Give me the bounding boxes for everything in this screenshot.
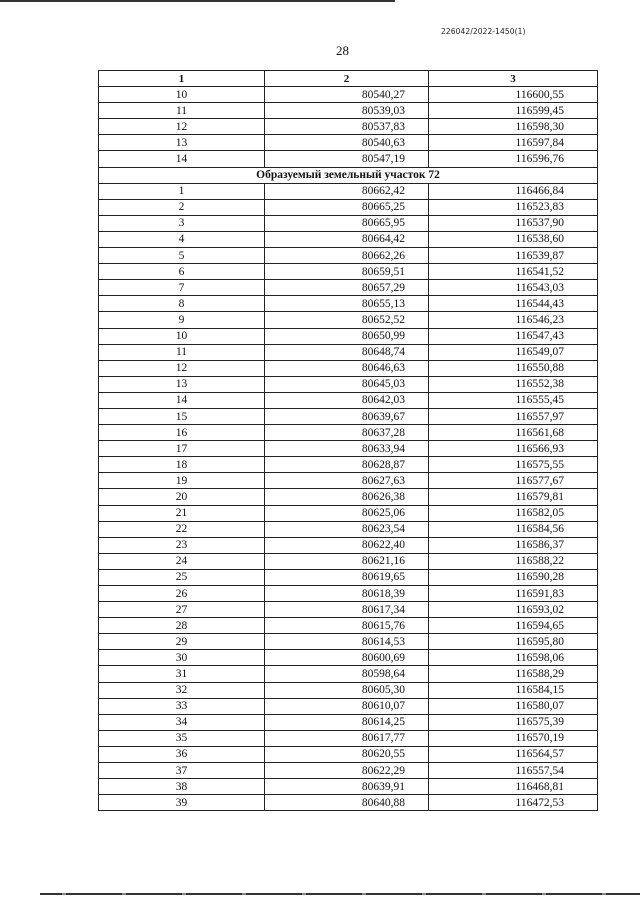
coordinate-x-cell: 80547,19 <box>265 151 429 167</box>
coordinate-y-cell: 116550,88 <box>429 360 598 376</box>
table-row <box>99 457 598 473</box>
point-number-cell: 15 <box>99 408 265 424</box>
coordinate-y-cell: 116566,93 <box>429 441 598 457</box>
table-row <box>99 682 598 698</box>
point-number-cell: 7 <box>99 280 265 296</box>
table-row <box>99 280 598 296</box>
point-number-cell: 24 <box>99 553 265 569</box>
coordinate-y-cell: 116544,43 <box>429 296 598 312</box>
coordinate-x-cell: 80623,54 <box>265 521 429 537</box>
point-number-cell: 25 <box>99 569 265 585</box>
point-number-cell: 35 <box>99 730 265 746</box>
coordinate-y-cell: 116555,45 <box>429 392 598 408</box>
coordinate-y-cell: 116543,03 <box>429 280 598 296</box>
coordinate-y-cell: 116595,80 <box>429 634 598 650</box>
table-row <box>99 312 598 328</box>
point-number-cell: 13 <box>99 135 265 151</box>
coordinate-x-cell: 80620,55 <box>265 746 429 762</box>
table-row <box>99 360 598 376</box>
coordinate-y-cell: 116564,57 <box>429 746 598 762</box>
coordinate-y-cell: 116546,23 <box>429 312 598 328</box>
table-row <box>99 714 598 730</box>
point-number-cell: 26 <box>99 586 265 602</box>
coordinate-y-cell: 116588,22 <box>429 553 598 569</box>
point-number-cell: 19 <box>99 473 265 489</box>
table-row <box>99 264 598 280</box>
table-row <box>99 569 598 585</box>
point-number-cell: 3 <box>99 215 265 231</box>
point-number-cell: 5 <box>99 248 265 264</box>
coordinate-y-cell: 116586,37 <box>429 537 598 553</box>
point-number-cell: 12 <box>99 119 265 135</box>
table-row <box>99 473 598 489</box>
coordinate-y-cell: 116547,43 <box>429 328 598 344</box>
coordinate-x-cell: 80598,64 <box>265 666 429 682</box>
coordinate-x-cell: 80628,87 <box>265 457 429 473</box>
point-number-cell: 14 <box>99 151 265 167</box>
coordinate-x-cell: 80642,03 <box>265 392 429 408</box>
page-number: 28 <box>336 43 349 58</box>
coordinate-x-cell: 80650,99 <box>265 328 429 344</box>
coordinate-x-cell: 80662,26 <box>265 248 429 264</box>
coordinate-x-cell: 80600,69 <box>265 650 429 666</box>
coordinate-x-cell: 80664,42 <box>265 231 429 247</box>
coordinate-x-cell: 80639,67 <box>265 408 429 424</box>
point-number-cell: 20 <box>99 489 265 505</box>
point-number-cell: 10 <box>99 87 265 103</box>
coordinate-x-cell: 80627,63 <box>265 473 429 489</box>
coordinate-y-cell: 116472,53 <box>429 795 598 811</box>
point-number-cell: 1 <box>99 183 265 199</box>
coordinate-y-cell: 116599,45 <box>429 103 598 119</box>
point-number-cell: 4 <box>99 231 265 247</box>
table-row <box>99 151 598 167</box>
coordinate-x-cell: 80622,40 <box>265 537 429 553</box>
coordinate-x-cell: 80626,38 <box>265 489 429 505</box>
point-number-cell: 8 <box>99 296 265 312</box>
table-row <box>99 553 598 569</box>
coordinate-y-cell: 116582,05 <box>429 505 598 521</box>
coordinate-y-cell: 116552,38 <box>429 376 598 392</box>
table-row <box>99 537 598 553</box>
coordinate-x-cell: 80657,29 <box>265 280 429 296</box>
table-row <box>99 87 598 103</box>
point-number-cell: 9 <box>99 312 265 328</box>
point-number-cell: 30 <box>99 650 265 666</box>
point-number-cell: 23 <box>99 537 265 553</box>
point-number-cell: 13 <box>99 376 265 392</box>
table-row <box>99 441 598 457</box>
point-number-cell: 27 <box>99 602 265 618</box>
point-number-cell: 11 <box>99 103 265 119</box>
coordinate-x-cell: 80648,74 <box>265 344 429 360</box>
coordinate-y-cell: 116549,07 <box>429 344 598 360</box>
point-number-cell: 28 <box>99 618 265 634</box>
table-row <box>99 296 598 312</box>
table-row <box>99 602 598 618</box>
point-number-cell: 16 <box>99 425 265 441</box>
coordinate-x-cell: 80540,63 <box>265 135 429 151</box>
coordinate-y-cell: 116575,55 <box>429 457 598 473</box>
coordinate-x-cell: 80614,25 <box>265 714 429 730</box>
table-row <box>99 634 598 650</box>
coordinate-y-cell: 116594,65 <box>429 618 598 634</box>
table-row <box>99 779 598 795</box>
coordinate-y-cell: 116468,81 <box>429 779 598 795</box>
point-number-cell: 39 <box>99 795 265 811</box>
coordinate-y-cell: 116598,06 <box>429 650 598 666</box>
coordinate-x-cell: 80625,06 <box>265 505 429 521</box>
coordinate-y-cell: 116577,67 <box>429 473 598 489</box>
table-row <box>99 183 598 199</box>
coordinate-y-cell: 116591,83 <box>429 586 598 602</box>
table-row <box>99 795 598 811</box>
coordinate-y-cell: 116557,54 <box>429 763 598 779</box>
coordinate-x-cell: 80614,53 <box>265 634 429 650</box>
coordinate-x-cell: 80652,52 <box>265 312 429 328</box>
coordinate-y-cell: 116541,52 <box>429 264 598 280</box>
coordinate-y-cell: 116538,60 <box>429 231 598 247</box>
table-row <box>99 328 598 344</box>
coordinate-y-cell: 116466,84 <box>429 183 598 199</box>
top-rule <box>0 0 395 2</box>
table-row <box>99 489 598 505</box>
table-row <box>99 199 598 215</box>
table-header-row <box>99 71 598 87</box>
point-number-cell: 14 <box>99 392 265 408</box>
coordinate-x-cell: 80617,77 <box>265 730 429 746</box>
coordinate-x-cell: 80655,13 <box>265 296 429 312</box>
coordinate-y-cell: 116588,29 <box>429 666 598 682</box>
coordinate-x-cell: 80615,76 <box>265 618 429 634</box>
table-row <box>99 376 598 392</box>
point-number-cell: 17 <box>99 441 265 457</box>
table-row <box>99 650 598 666</box>
point-number-cell: 29 <box>99 634 265 650</box>
coordinate-x-cell: 80645,03 <box>265 376 429 392</box>
coordinate-y-cell: 116537,90 <box>429 215 598 231</box>
point-number-cell: 38 <box>99 779 265 795</box>
coordinate-x-cell: 80662,42 <box>265 183 429 199</box>
point-number-cell: 21 <box>99 505 265 521</box>
point-number-cell: 34 <box>99 714 265 730</box>
table-row <box>99 618 598 634</box>
document-number: 226042/2022-1450(1) <box>441 27 526 36</box>
coordinate-y-cell: 116539,87 <box>429 248 598 264</box>
coordinate-x-cell: 80619,65 <box>265 569 429 585</box>
table-row <box>99 763 598 779</box>
coordinate-x-cell: 80633,94 <box>265 441 429 457</box>
coordinate-y-cell: 116598,30 <box>429 119 598 135</box>
column-header-3: 3 <box>429 71 598 87</box>
table-row <box>99 392 598 408</box>
coordinate-y-cell: 116579,81 <box>429 489 598 505</box>
table-row <box>99 746 598 762</box>
table-row <box>99 505 598 521</box>
point-number-cell: 6 <box>99 264 265 280</box>
coordinate-x-cell: 80539,03 <box>265 103 429 119</box>
coordinate-y-cell: 116597,84 <box>429 135 598 151</box>
table-row <box>99 135 598 151</box>
coordinate-y-cell: 116557,97 <box>429 408 598 424</box>
table-row <box>99 344 598 360</box>
coordinate-x-cell: 80617,34 <box>265 602 429 618</box>
point-number-cell: 12 <box>99 360 265 376</box>
coordinate-x-cell: 80659,51 <box>265 264 429 280</box>
section-row <box>99 167 598 183</box>
coordinate-y-cell: 116584,15 <box>429 682 598 698</box>
table-row <box>99 119 598 135</box>
column-header-2: 2 <box>265 71 429 87</box>
table-row <box>99 698 598 714</box>
table-row <box>99 425 598 441</box>
point-number-cell: 2 <box>99 199 265 215</box>
coordinate-y-cell: 116584,56 <box>429 521 598 537</box>
coordinate-x-cell: 80621,16 <box>265 553 429 569</box>
coordinate-y-cell: 116561,68 <box>429 425 598 441</box>
coordinate-x-cell: 80540,27 <box>265 87 429 103</box>
coordinate-y-cell: 116570,19 <box>429 730 598 746</box>
coordinate-x-cell: 80646,63 <box>265 360 429 376</box>
coordinate-x-cell: 80622,29 <box>265 763 429 779</box>
coordinate-x-cell: 80618,39 <box>265 586 429 602</box>
point-number-cell: 18 <box>99 457 265 473</box>
coordinate-x-cell: 80637,28 <box>265 425 429 441</box>
coordinate-y-cell: 116580,07 <box>429 698 598 714</box>
point-number-cell: 31 <box>99 666 265 682</box>
coordinate-y-cell: 116596,76 <box>429 151 598 167</box>
coordinate-y-cell: 116590,28 <box>429 569 598 585</box>
coordinate-x-cell: 80537,83 <box>265 119 429 135</box>
bottom-rule <box>40 893 640 895</box>
point-number-cell: 36 <box>99 746 265 762</box>
table-row <box>99 248 598 264</box>
point-number-cell: 11 <box>99 344 265 360</box>
point-number-cell: 32 <box>99 682 265 698</box>
table-row <box>99 408 598 424</box>
column-header-1: 1 <box>99 71 265 87</box>
coordinates-table <box>98 70 598 811</box>
coordinate-y-cell: 116600,55 <box>429 87 598 103</box>
coordinate-y-cell: 116523,83 <box>429 199 598 215</box>
table-row <box>99 231 598 247</box>
coordinate-y-cell: 116593,02 <box>429 602 598 618</box>
coordinate-x-cell: 80639,91 <box>265 779 429 795</box>
coordinate-x-cell: 80665,95 <box>265 215 429 231</box>
coordinate-x-cell: 80665,25 <box>265 199 429 215</box>
point-number-cell: 33 <box>99 698 265 714</box>
table-row <box>99 215 598 231</box>
point-number-cell: 10 <box>99 328 265 344</box>
table-row <box>99 666 598 682</box>
table-row <box>99 103 598 119</box>
table-row <box>99 521 598 537</box>
point-number-cell: 37 <box>99 763 265 779</box>
coordinate-y-cell: 116575,39 <box>429 714 598 730</box>
coordinate-x-cell: 80605,30 <box>265 682 429 698</box>
coordinate-x-cell: 80640,88 <box>265 795 429 811</box>
section-title: Образуемый земельный участок 72 <box>99 167 598 183</box>
coordinate-x-cell: 80610,07 <box>265 698 429 714</box>
point-number-cell: 22 <box>99 521 265 537</box>
table-row <box>99 730 598 746</box>
table-row <box>99 586 598 602</box>
